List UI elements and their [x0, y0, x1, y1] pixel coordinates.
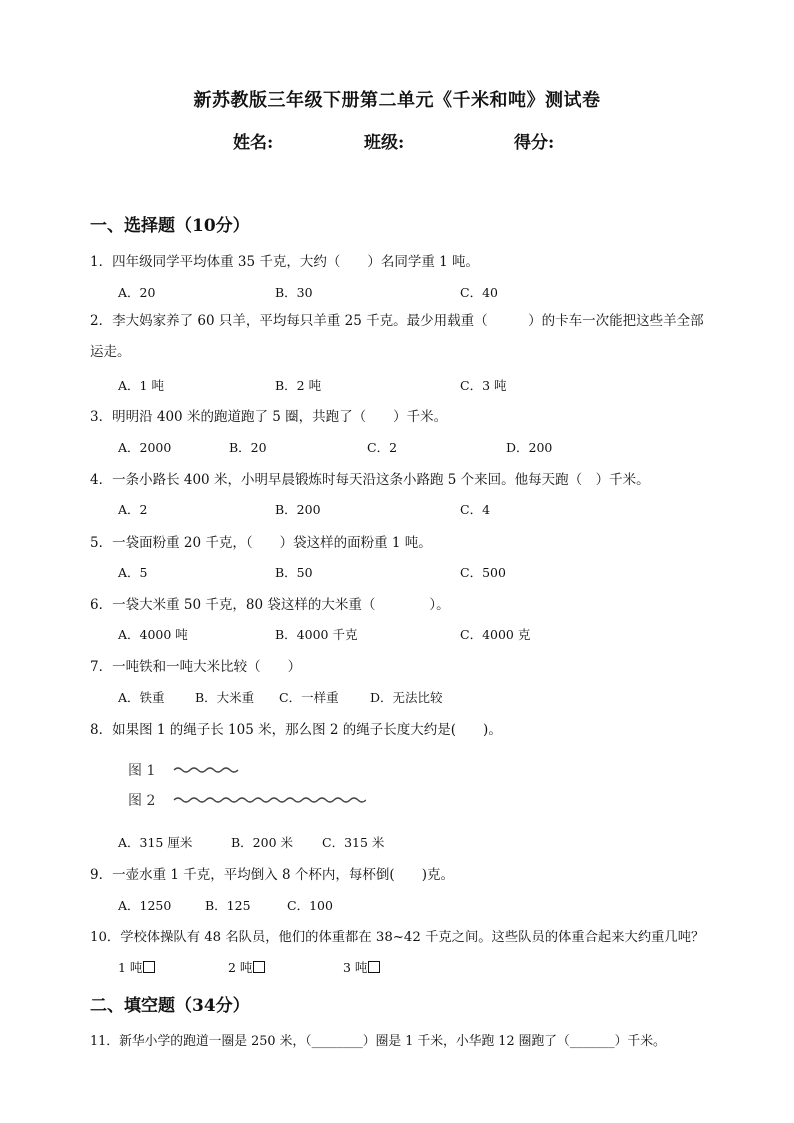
q9-option-b: B．125 — [205, 898, 251, 913]
figure-2-rope — [172, 794, 366, 806]
q5-option-c: C．500 — [460, 565, 506, 580]
section-title-choice: 一、选择题（10分） — [90, 216, 250, 236]
q1-option-c: C．40 — [460, 285, 498, 300]
checkbox-icon[interactable] — [143, 961, 155, 973]
q4-option-b: B．200 — [275, 502, 321, 517]
q4-option-a: A．2 — [118, 502, 148, 517]
question-10: 10．学校体操队有 48 名队员，他们的体重都在 38~42 千克之间。这些队员的体重合起来大约重几吨？ — [90, 930, 705, 945]
score-label: 得分: — [514, 133, 555, 153]
checkbox-icon[interactable] — [368, 961, 380, 973]
q2-option-b: B．2 吨 — [275, 378, 322, 393]
q8-option-c: C．315 米 — [322, 835, 385, 850]
figure-1-rope — [172, 764, 244, 776]
q9-option-c: C．100 — [287, 898, 333, 913]
question-2: 2．李大妈家养了 60 只羊，平均每只羊重 25 千克。最少用载重（ ）的卡车一次能把这些羊全部运走。 — [90, 313, 704, 360]
q10-option-3[interactable] — [343, 958, 380, 976]
q10-option-1-label: 1 吨 — [118, 960, 143, 975]
q4-option-c: C．4 — [460, 502, 491, 517]
q9-option-a: A．1250 — [118, 898, 172, 913]
question-8: 8．如果图 1 的绳子长 105 米，那么图 2 的绳子长度大约是( )。 — [90, 722, 502, 738]
q6-option-a: A．4000 吨 — [118, 627, 188, 642]
question-6: 6．一袋大米重 50 千克，80 袋这样的大米重（ ）。 — [90, 597, 450, 613]
question-11: 11．新华小学的跑道一圈是 250 米，（________）圈是 1 千米，小华跑 12 圈跑了（_______）千米。 — [90, 1034, 666, 1049]
q2-option-a: A．1 吨 — [118, 378, 164, 393]
checkbox-icon[interactable] — [253, 961, 265, 973]
class-label: 班级: — [364, 133, 405, 153]
q10-option-1[interactable] — [118, 958, 155, 976]
q3-option-c: C．2 — [367, 440, 398, 455]
q3-option-d: D．200 — [506, 440, 553, 455]
q7-option-d: D．无法比较 — [370, 690, 443, 705]
question-4: 4．一条小路长 400 米，小明早晨锻炼时每天沿这条小路跑 5 个来回。他每天跑（ ）千米。 — [90, 472, 650, 488]
question-7: 7．一吨铁和一吨大米比较（ ） — [90, 659, 302, 675]
q2-option-c: C．3 吨 — [460, 378, 507, 393]
name-label: 姓名: — [233, 133, 274, 153]
q8-option-b: B．200 米 — [231, 835, 294, 850]
page-title: 新苏教版三年级下册第二单元《千米和吨》测试卷 — [193, 90, 601, 111]
q1-option-a: A．20 — [118, 285, 156, 300]
q10-option-3-label: 3 吨 — [343, 960, 368, 975]
q10-option-2[interactable] — [228, 958, 265, 976]
q10-option-2-label: 2 吨 — [228, 960, 253, 975]
figure-2-label: 图 2 — [128, 793, 156, 809]
q1-option-b: B．30 — [275, 285, 313, 300]
q7-option-a: A．铁重 — [118, 690, 165, 705]
q3-option-b: B．20 — [229, 440, 267, 455]
q7-option-b: B．大米重 — [195, 690, 255, 705]
figure-1-label: 图 1 — [128, 763, 156, 779]
section-title-fill: 二、填空题（34分） — [90, 996, 250, 1016]
q5-option-b: B．50 — [275, 565, 313, 580]
q6-option-c: C．4000 克 — [460, 627, 531, 642]
question-5: 5．一袋面粉重 20 千克，（ ）袋这样的面粉重 1 吨。 — [90, 535, 432, 551]
question-9: 9．一壶水重 1 千克，平均倒入 8 个杯内，每杯倒( )克。 — [90, 867, 454, 883]
q8-option-a: A．315 厘米 — [118, 835, 193, 850]
q6-option-b: B．4000 千克 — [275, 627, 358, 642]
q5-option-a: A．5 — [118, 565, 148, 580]
question-3: 3．明明沿 400 米的跑道跑了 5 圈，共跑了（ ）千米。 — [90, 409, 448, 425]
q3-option-a: A．2000 — [118, 440, 172, 455]
q7-option-c: C．一样重 — [279, 690, 339, 705]
question-1: 1．四年级同学平均体重 35 千克，大约（ ）名同学重 1 吨。 — [90, 254, 480, 270]
